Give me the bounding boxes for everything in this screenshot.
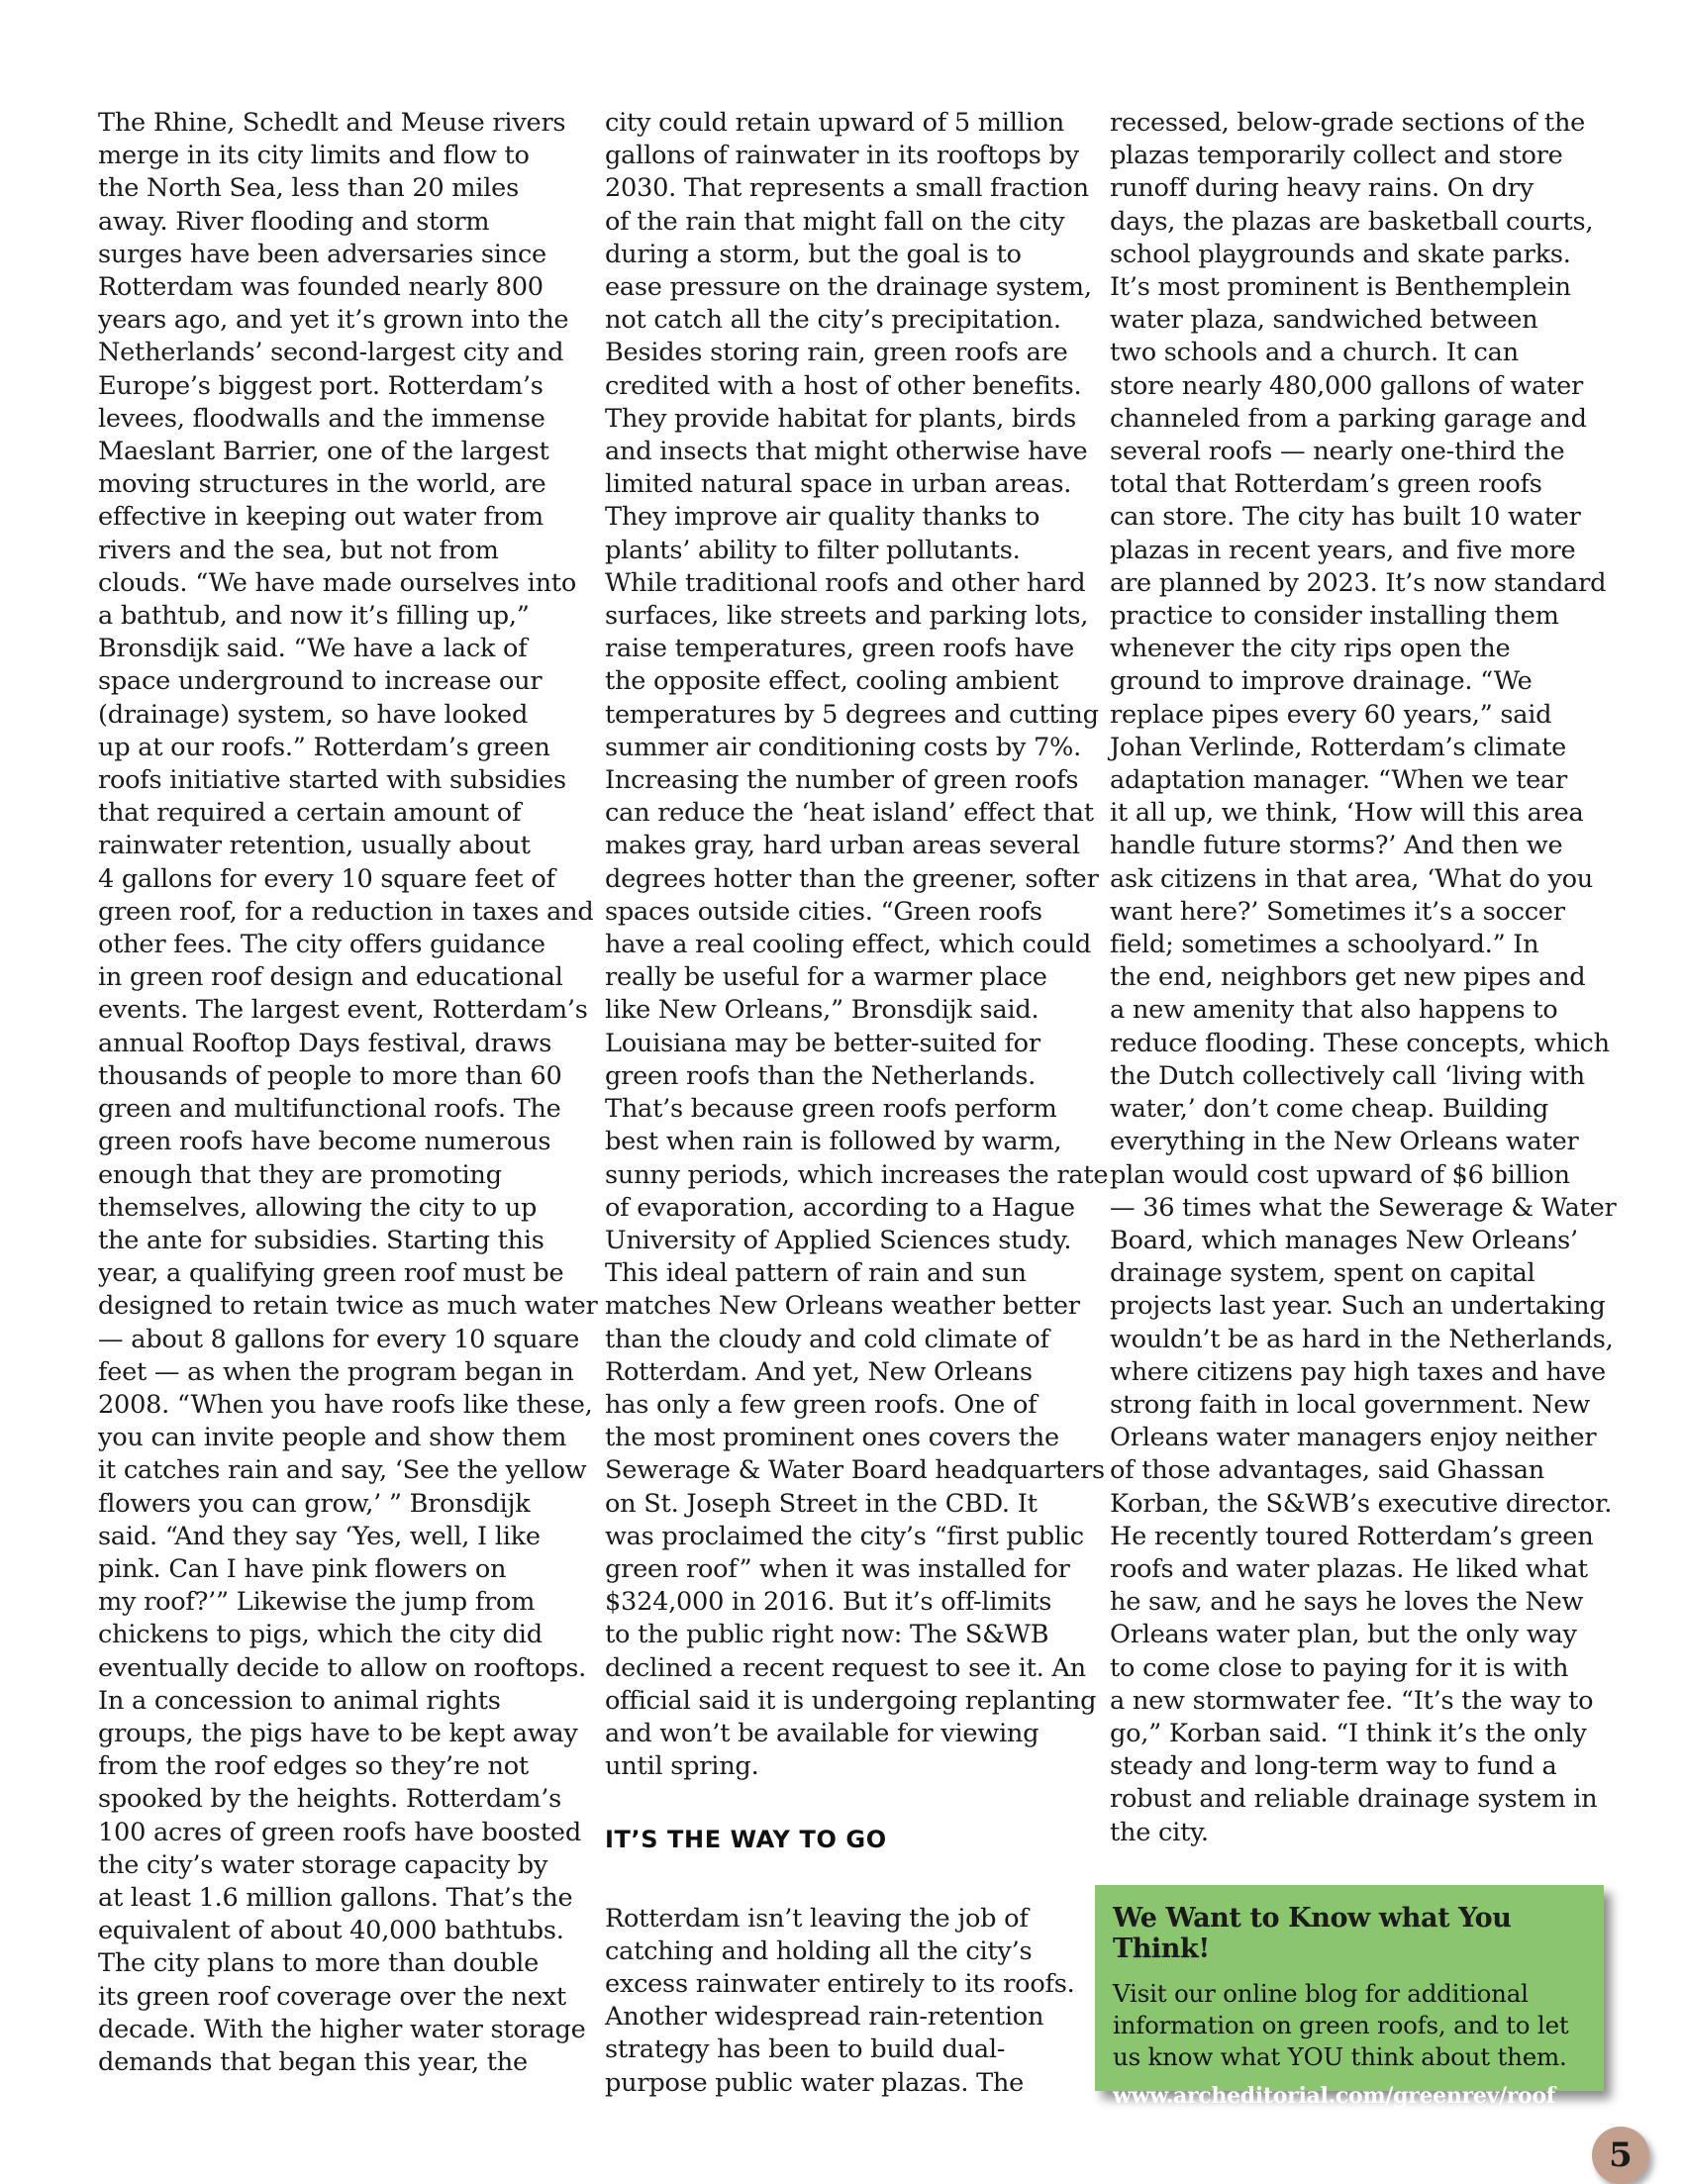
text-line: While traditional roofs and other hard: [605, 567, 1086, 598]
text-line: flowers you can grow,’ ” Bronsdijk: [98, 1488, 531, 1519]
text-line: are planned by 2023. It’s now standard: [1110, 567, 1607, 598]
article-column-1: [98, 107, 598, 2079]
text-line: that required a certain amount of: [98, 798, 522, 829]
text-line: official said it is undergoing replanting: [605, 1685, 1097, 1716]
text-line: channeled from a parking garage and: [1110, 403, 1587, 434]
text-line: Rotterdam isn’t leaving the job of: [605, 1903, 1029, 1934]
text-line: runoff during heavy rains. On dry: [1110, 173, 1534, 204]
text-line: chickens to pigs, which the city did: [98, 1620, 543, 1650]
text-line: 2030. That represents a small fraction: [605, 173, 1089, 204]
text-line: a new stormwater fee. “It’s the way to: [1110, 1685, 1594, 1716]
text-line: year, a qualifying green roof must be: [98, 1258, 564, 1289]
text-line: 100 acres of green roofs have boosted: [98, 1817, 581, 1847]
text-line: it catches rain and say, ‘See the yellow: [98, 1455, 587, 1486]
text-line: events. The largest event, Rotterdam’s: [98, 995, 588, 1026]
text-line: up at our roofs.” Rotterdam’s green: [98, 732, 550, 762]
callout-body-line: us know what YOU think about them.: [1113, 2042, 1567, 2071]
text-line: Europe’s biggest port. Rotterdam’s: [98, 370, 544, 401]
text-line: Sewerage & Water Board headquarters: [605, 1455, 1105, 1486]
text-line: temperatures by 5 degrees and cutting: [605, 699, 1099, 730]
text-line: roofs initiative started with subsidies: [98, 765, 566, 796]
text-line: credited with a host of other benefits.: [605, 370, 1082, 401]
text-line: robust and reliable drainage system in: [1110, 1784, 1598, 1815]
text-line: Rotterdam was founded nearly 800: [98, 272, 544, 303]
text-line: the city’s water storage capacity by: [98, 1849, 548, 1880]
text-line: handle future storms?’ And then we: [1110, 831, 1563, 861]
text-line: reduce flooding. These concepts, which: [1110, 1028, 1610, 1058]
text-line: Besides storing rain, green roofs are: [605, 338, 1068, 368]
text-line: raise temperatures, green roofs have: [605, 634, 1075, 664]
blog-link[interactable]: www.archeditorial.com/greenrev/roof: [1113, 2083, 1555, 2109]
article-column-3: [1110, 107, 1617, 1849]
text-line: he saw, and he says he loves the New: [1110, 1587, 1584, 1618]
text-line: Johan Verlinde, Rotterdam’s climate: [1110, 732, 1567, 762]
text-line: ease pressure on the drainage system,: [605, 272, 1092, 303]
text-line: recessed, below-grade sections of the: [1110, 108, 1586, 138]
text-line: total that Rotterdam’s green roofs: [1110, 469, 1542, 500]
text-line: strategy has been to build dual-: [605, 2035, 1006, 2065]
text-line: away. River flooding and storm: [98, 206, 490, 237]
text-line: ground to improve drainage. “We: [1110, 666, 1533, 697]
text-line: This ideal pattern of rain and sun: [605, 1258, 1027, 1289]
text-line: roofs and water plazas. He liked what: [1110, 1553, 1588, 1584]
text-line: declined a recent request to see it. An: [605, 1652, 1086, 1683]
text-line: have a real cooling effect, which could: [605, 930, 1092, 960]
text-line: practice to consider installing them: [1110, 601, 1559, 632]
text-line: Board, which manages New Orleans’: [1110, 1225, 1578, 1255]
text-line: It’s most prominent is Benthemplein: [1110, 272, 1571, 303]
text-line: in green roof design and educational: [98, 962, 563, 993]
text-line: other fees. The city offers guidance: [98, 930, 545, 960]
text-line: the ante for subsidies. Starting this: [98, 1225, 544, 1255]
text-line: wouldn’t be as hard in the Netherlands,: [1110, 1324, 1614, 1354]
text-line: clouds. “We have made ourselves into: [98, 567, 577, 598]
text-line: designed to retain twice as much water: [98, 1291, 598, 1322]
text-line: can reduce the ‘heat island’ effect that: [605, 798, 1094, 829]
text-line: projects last year. Such an undertaking: [1110, 1291, 1606, 1322]
text-line: days, the plazas are basketball courts,: [1110, 206, 1594, 237]
text-line: plazas temporarily collect and store: [1110, 141, 1563, 171]
text-line: water,’ don’t come cheap. Building: [1110, 1094, 1549, 1125]
article-column-2: [605, 107, 1109, 2100]
text-line: They improve air quality thanks to: [605, 502, 1040, 533]
text-line: the Dutch collectively call ‘living with: [1110, 1060, 1585, 1091]
text-line: at least 1.6 million gallons. That’s the: [98, 1882, 573, 1913]
text-line: makes gray, hard urban areas several: [605, 831, 1080, 861]
text-line: Rotterdam. And yet, New Orleans: [605, 1356, 1033, 1387]
text-line: a bathtub, and now it’s filling up,”: [98, 601, 530, 632]
text-line: University of Applied Sciences study.: [605, 1225, 1072, 1255]
text-line: and won’t be available for viewing: [605, 1718, 1040, 1748]
text-line: strong faith in local government. New: [1110, 1389, 1590, 1420]
text-line: feet — as when the program began in: [98, 1356, 574, 1387]
text-line: rainwater retention, usually about: [98, 831, 531, 861]
article-column-2-bottom: [605, 1903, 1090, 2100]
text-line: plan would cost upward of $6 billion: [1110, 1159, 1570, 1190]
text-line: the opposite effect, cooling ambient: [605, 666, 1059, 697]
text-line: several roofs — nearly one-third the: [1110, 437, 1565, 467]
text-line: of those advantages, said Ghassan: [1110, 1455, 1544, 1486]
text-line: field; sometimes a schoolyard.” In: [1110, 930, 1539, 960]
text-line: (drainage) system, so have looked: [98, 699, 529, 730]
text-line: 2008. “When you have roofs like these,: [98, 1389, 593, 1420]
text-line: to the public right now: The S&WB: [605, 1620, 1049, 1650]
text-line: the city.: [1110, 1817, 1209, 1847]
text-line: annual Rooftop Days festival, draws: [98, 1028, 552, 1058]
text-line: on St. Joseph Street in the CBD. It: [605, 1488, 1038, 1519]
text-line: Bronsdijk said. “We have a lack of: [98, 634, 528, 664]
text-line: go,” Korban said. “I think it’s the only: [1110, 1718, 1587, 1748]
text-line: He recently toured Rotterdam’s green: [1110, 1521, 1594, 1551]
article-column-2-top: [605, 107, 1109, 1783]
text-line: city could retain upward of 5 million: [605, 108, 1064, 138]
text-line: Louisiana may be better-suited for: [605, 1028, 1040, 1058]
text-line: best when rain is followed by warm,: [605, 1127, 1062, 1157]
text-line: merge in its city limits and flow to: [98, 141, 530, 171]
text-line: effective in keeping out water from: [98, 502, 544, 533]
text-line: its green roof coverage over the next: [98, 1981, 566, 2012]
text-line: themselves, allowing the city to up: [98, 1192, 538, 1223]
text-line: surfaces, like streets and parking lots,: [605, 601, 1089, 632]
text-line: replace pipes every 60 years,” said: [1110, 699, 1552, 730]
text-line: whenever the city rips open the: [1110, 634, 1511, 664]
text-line: adaptation manager. “When we tear: [1110, 765, 1568, 796]
text-line: than the cloudy and cold climate of: [605, 1324, 1049, 1354]
text-line: 4 gallons for every 10 square feet of: [98, 863, 555, 894]
text-line: green roof” when it was installed for: [605, 1553, 1070, 1584]
text-line: sunny periods, which increases the rate: [605, 1159, 1109, 1190]
text-line: of evaporation, according to a Hague: [605, 1192, 1075, 1223]
text-line: not catch all the city’s precipitation.: [605, 305, 1061, 336]
text-line: like New Orleans,” Bronsdijk said.: [605, 995, 1040, 1026]
text-line: — about 8 gallons for every 10 square: [98, 1324, 580, 1354]
text-line: everything in the New Orleans water: [1110, 1127, 1579, 1157]
text-line: during a storm, but the goal is to: [605, 239, 1022, 269]
text-line: two schools and a church. It can: [1110, 338, 1519, 368]
callout-body-line: Visit our online blog for additional: [1113, 1979, 1529, 2008]
text-line: $324,000 in 2016. But it’s off-limits: [605, 1587, 1052, 1618]
text-line: green roof, for a reduction in taxes and: [98, 896, 594, 927]
section-subheading: IT’S THE WAY TO GO: [605, 1826, 887, 1854]
text-line: surges have been adversaries since: [98, 239, 546, 269]
text-line: it all up, we think, ‘How will this area: [1110, 798, 1584, 829]
callout-title: We Want to Know what You Think!: [1113, 1903, 1512, 1964]
text-line: summer air conditioning costs by 7%.: [605, 732, 1081, 762]
text-line: gallons of rainwater in its rooftops by: [605, 141, 1079, 171]
text-line: purpose public water plazas. The: [605, 2067, 1025, 2098]
text-line: has only a few green roofs. One of: [605, 1389, 1038, 1420]
text-line: store nearly 480,000 gallons of water: [1110, 370, 1583, 401]
text-line: green roofs have become numerous: [98, 1127, 551, 1157]
text-line: drainage system, spent on capital: [1110, 1258, 1535, 1289]
text-line: green roofs than the Netherlands.: [605, 1060, 1037, 1091]
text-line: levees, floodwalls and the immense: [98, 403, 545, 434]
callout-body: [1113, 1978, 1584, 2073]
text-line: pink. Can I have pink flowers on: [98, 1553, 507, 1584]
text-line: catching and holding all the city’s: [605, 1936, 1033, 1966]
text-line: equivalent of about 40,000 bathtubs.: [98, 1916, 564, 1946]
text-line: Maeslant Barrier, one of the largest: [98, 437, 549, 467]
text-line: thousands of people to more than 60: [98, 1060, 562, 1091]
text-line: my roof?’” Likewise the jump from: [98, 1587, 536, 1618]
text-line: Increasing the number of green roofs: [605, 765, 1079, 796]
text-line: Another widespread rain-retention: [605, 2002, 1044, 2033]
text-line: Korban, the S&WB’s executive director.: [1110, 1488, 1613, 1519]
text-line: moving structures in the world, are: [98, 469, 546, 500]
text-line: can store. The city has built 10 water: [1110, 502, 1581, 533]
text-line: the North Sea, less than 20 miles: [98, 173, 519, 204]
text-line: excess rainwater entirely to its roofs.: [605, 1968, 1075, 1999]
callout-body-line: information on green roofs, and to let: [1113, 2011, 1569, 2039]
text-line: Netherlands’ second-largest city and: [98, 338, 564, 368]
text-line: demands that began this year, the: [98, 2046, 528, 2077]
text-line: you can invite people and show them: [98, 1423, 567, 1453]
text-line: steady and long-term way to fund a: [1110, 1751, 1557, 1782]
text-line: really be useful for a warmer place: [605, 962, 1047, 993]
text-line: ask citizens in that area, ‘What do you: [1110, 863, 1593, 894]
text-line: The Rhine, Schedlt and Meuse rivers: [98, 108, 566, 138]
text-line: water plaza, sandwiched between: [1110, 305, 1538, 336]
text-line: until spring.: [605, 1751, 759, 1782]
text-line: spaces outside cities. “Green roofs: [605, 896, 1042, 927]
text-line: enough that they are promoting: [98, 1159, 502, 1190]
text-line: Orleans water plan, but the only way: [1110, 1620, 1577, 1650]
text-line: groups, the pigs have to be kept away: [98, 1718, 578, 1748]
text-line: the end, neighbors get new pipes and: [1110, 962, 1586, 993]
text-line: That’s because green roofs perform: [605, 1094, 1057, 1125]
text-line: where citizens pay high taxes and have: [1110, 1356, 1606, 1387]
text-line: eventually decide to allow on rooftops.: [98, 1652, 587, 1683]
text-line: matches New Orleans weather better: [605, 1291, 1080, 1322]
text-line: Orleans water managers enjoy neither: [1110, 1423, 1597, 1453]
text-line: the most prominent ones covers the: [605, 1423, 1059, 1453]
text-line: of the rain that might fall on the city: [605, 206, 1065, 237]
text-line: — 36 times what the Sewerage & Water: [1110, 1192, 1617, 1223]
text-line: They provide habitat for plants, birds: [605, 403, 1076, 434]
text-line: limited natural space in urban areas.: [605, 469, 1072, 500]
text-line: plazas in recent years, and five more: [1110, 535, 1576, 565]
text-line: decade. With the higher water storage: [98, 2014, 586, 2044]
text-line: years ago, and yet it’s grown into the: [98, 305, 569, 336]
feedback-callout-box: [1095, 1885, 1604, 2109]
text-line: The city plans to more than double: [98, 1948, 539, 1979]
text-line: green and multifunctional roofs. The: [98, 1094, 561, 1125]
text-line: plants’ ability to filter pollutants.: [605, 535, 1021, 565]
text-line: spooked by the heights. Rotterdam’s: [98, 1784, 561, 1815]
text-line: In a concession to animal rights: [98, 1685, 501, 1716]
text-line: space underground to increase our: [98, 666, 543, 697]
text-line: and insects that might otherwise have: [605, 437, 1088, 467]
text-line: said. “And they say ‘Yes, well, I like: [98, 1521, 541, 1551]
text-line: a new amenity that also happens to: [1110, 995, 1558, 1026]
text-line: from the roof edges so they’re not: [98, 1751, 529, 1782]
text-line: degrees hotter than the greener, softer: [605, 863, 1099, 894]
text-line: was proclaimed the city’s “first public: [605, 1521, 1084, 1551]
text-line: school playgrounds and skate parks.: [1110, 239, 1571, 269]
text-line: to come close to paying for it is with: [1110, 1652, 1569, 1683]
text-line: want here?’ Sometimes it’s a soccer: [1110, 896, 1565, 927]
page-number-badge: 5: [1592, 2127, 1649, 2184]
text-line: rivers and the sea, but not from: [98, 535, 499, 565]
